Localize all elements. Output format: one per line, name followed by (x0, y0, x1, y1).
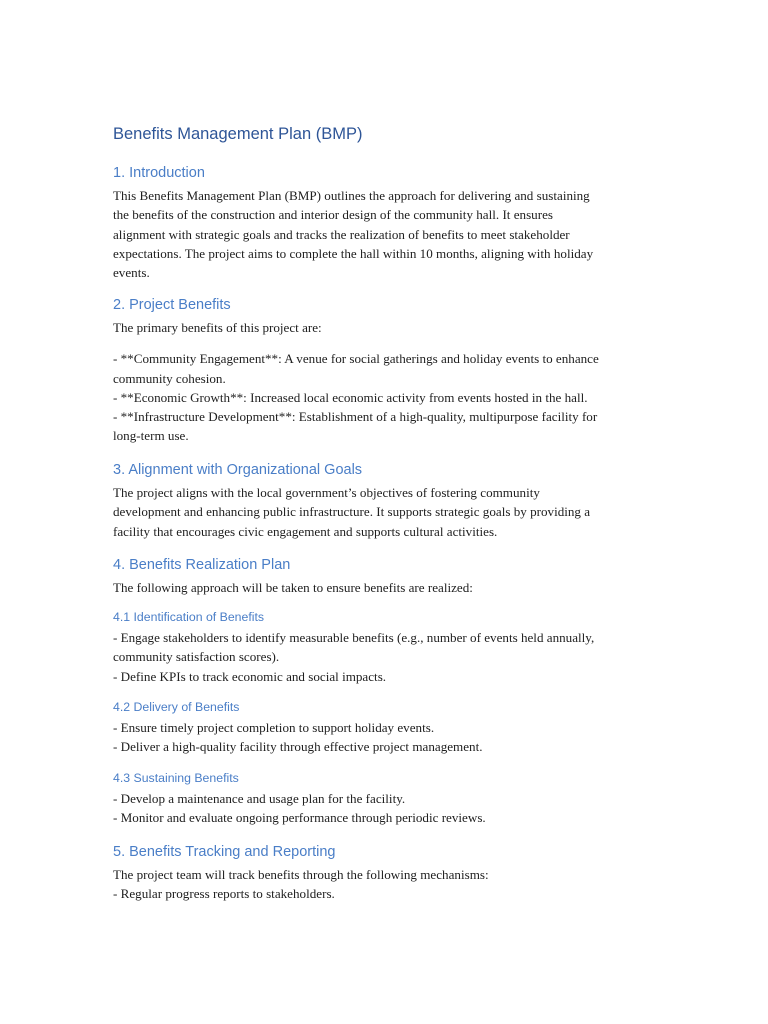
text-line: development and enhancing public infrastructure. It supports strategic goals by providing a (113, 504, 591, 520)
text-line: long-term use. (113, 428, 189, 444)
section-heading: 2. Project Benefits (113, 297, 231, 313)
text-line: The project aligns with the local government’s objectives of fostering community (113, 485, 540, 500)
text-line: - Develop a maintenance and usage plan for the facility. (113, 791, 406, 806)
section-body (113, 718, 658, 757)
section-body (113, 578, 658, 597)
subsection-heading: 4.3 Sustaining Benefits (113, 771, 239, 785)
section-heading: 4. Benefits Realization Plan (113, 557, 291, 573)
text-line: community cohesion. (113, 370, 226, 386)
section-realization-plan (113, 554, 658, 597)
section-body (113, 628, 658, 686)
subsection-identification (113, 609, 658, 686)
text-line: community satisfaction scores). (113, 649, 280, 665)
section-body (113, 318, 658, 446)
section-project-benefits (113, 294, 658, 446)
section-heading: 1. Introduction (113, 165, 205, 181)
text-line: events. (113, 265, 150, 281)
section-tracking-reporting (113, 841, 658, 904)
text-line: The primary benefits of this project are: (113, 320, 322, 335)
subsection-heading: 4.1 Identification of Benefits (113, 610, 265, 624)
section-body (113, 865, 658, 904)
text-line: - **Community Engagement**: A venue for social gatherings and holiday events to enhance (113, 351, 599, 367)
text-line: the benefits of the construction and interior design of the community hall. It ensures (113, 207, 553, 223)
text-line: - **Economic Growth**: Increased local economic activity from events hosted in the hall. (113, 389, 588, 405)
text-line: expectations. The project aims to complete the hall within 10 months, aligning with holiday (113, 245, 594, 261)
text-line: - Regular progress reports to stakeholders. (113, 886, 335, 902)
document-page (113, 122, 658, 902)
subsection-sustaining (113, 770, 658, 828)
section-body (113, 789, 658, 828)
text-line: - **Infrastructure Development**: Establishment of a high-quality, multipurpose facility for (113, 409, 598, 425)
section-alignment (113, 459, 658, 541)
section-introduction (113, 162, 658, 282)
text-line: The project team will track benefits through the following mechanisms: (113, 867, 489, 882)
text-line: alignment with strategic goals and tracks the realization of benefits to meet stakeholder (113, 226, 570, 242)
subsection-heading: 4.2 Delivery of Benefits (113, 700, 240, 714)
text-line: - Engage stakeholders to identify measurable benefits (e.g., number of events held annually, (113, 630, 595, 645)
text-line: This Benefits Management Plan (BMP) outlines the approach for delivering and sustaining (113, 188, 590, 203)
section-body (113, 483, 658, 541)
section-heading: 3. Alignment with Organizational Goals (113, 462, 363, 478)
text-line: - Monitor and evaluate ongoing performance through periodic reviews. (113, 810, 486, 826)
document-title: Benefits Management Plan (BMP) (113, 125, 363, 143)
subsection-delivery (113, 699, 658, 757)
text-line: - Deliver a high-quality facility through effective project management. (113, 739, 483, 755)
text-line: - Define KPIs to track economic and social impacts. (113, 668, 387, 684)
text-line: - Ensure timely project completion to support holiday events. (113, 720, 435, 735)
text-line: The following approach will be taken to ensure benefits are realized: (113, 580, 473, 595)
paragraph-gap (113, 337, 658, 349)
text-line: facility that encourages civic engagement and supports cultural activities. (113, 523, 498, 539)
section-heading: 5. Benefits Tracking and Reporting (113, 844, 336, 860)
section-body (113, 186, 658, 282)
